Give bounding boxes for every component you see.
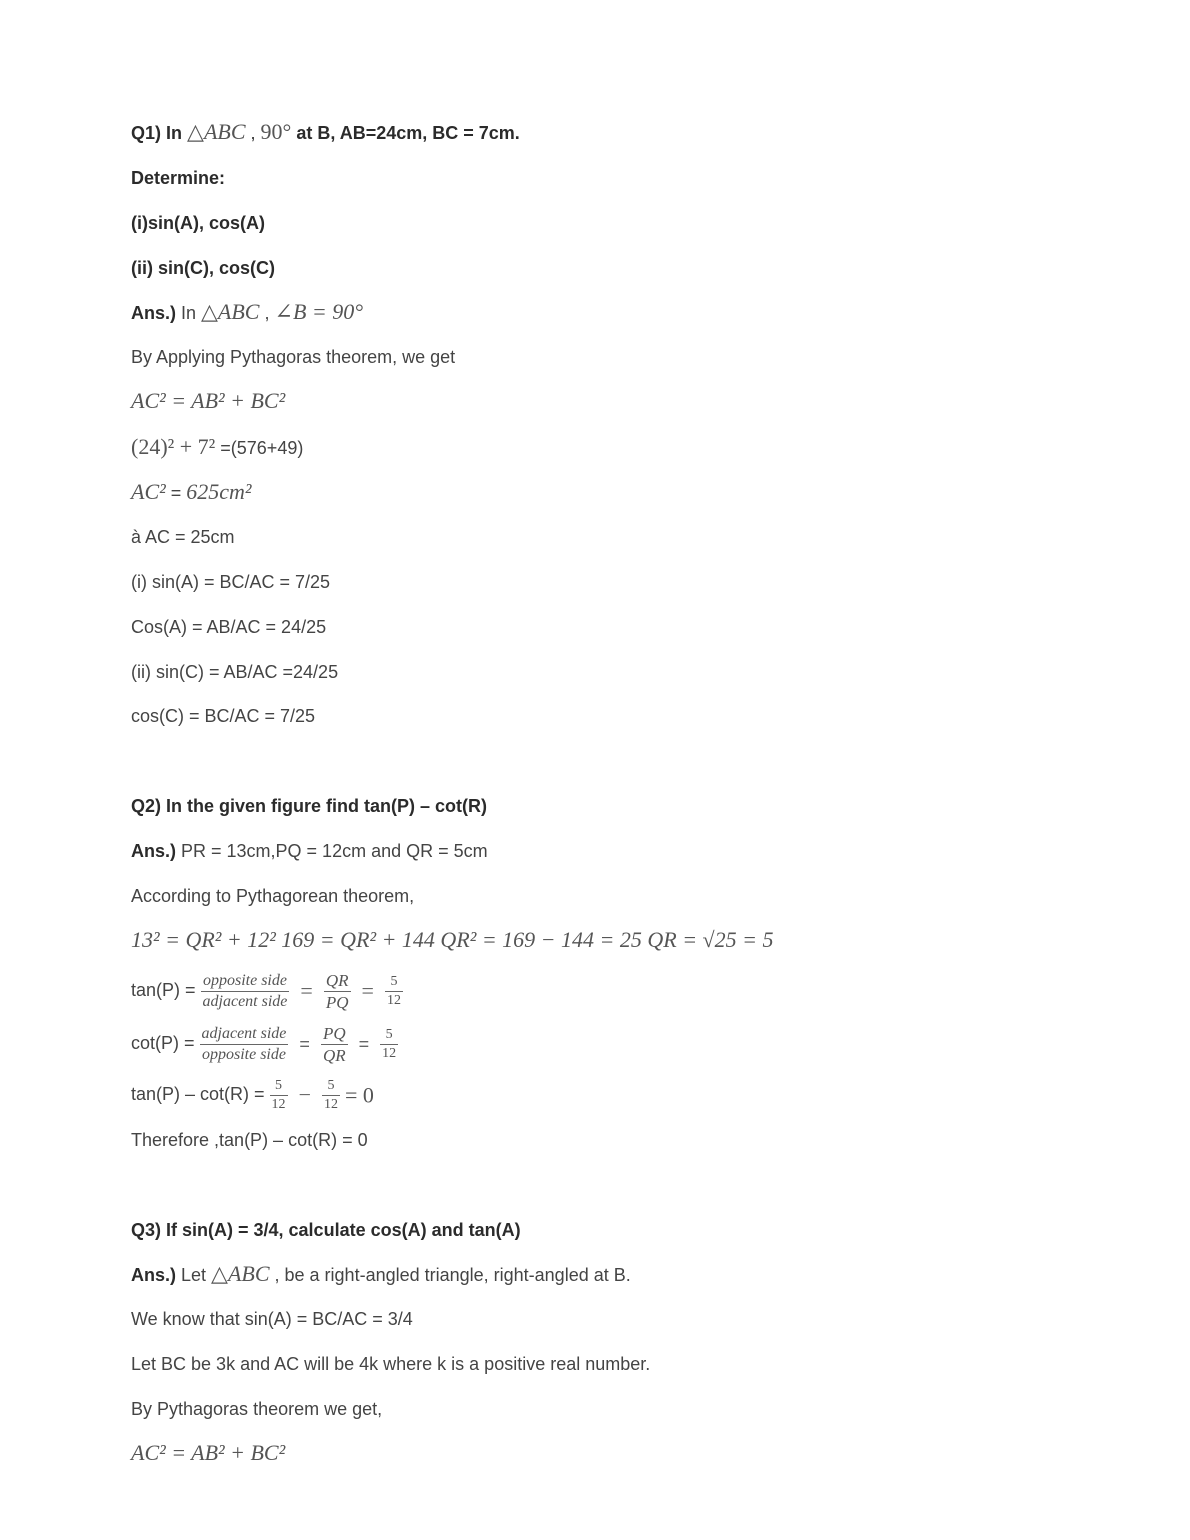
q2-cot-fraction-symbols <box>321 1025 348 1064</box>
fraction-denominator: 12 <box>382 1045 397 1061</box>
q1-result-ac: à AC = 25cm <box>131 527 235 547</box>
q1-eq3-left: AC² <box>131 479 166 504</box>
q2-answer-intro <box>131 833 488 869</box>
q3-ans-text-pre: Let <box>176 1265 212 1285</box>
q1-eq2-text: =(576+49) <box>215 438 304 458</box>
q1-ans-label: Ans.) <box>131 303 176 323</box>
q3-question: Q3) If sin(A) = 3/4, calculate cos(A) and tan(A) <box>131 1220 521 1240</box>
q2-cot-label: cot(P) = <box>131 1033 200 1053</box>
q2-cot-line: cot(P) = $\frac{\text{adjacent side}}{\text{opposite side}}$ = $\frac{PQ}{QR}$ = $\frac{5}{12}$ <box>131 1023 397 1065</box>
q3-let-bc: Let BC be 3k and AC will be 4k where k is a positive real number. <box>131 1354 651 1374</box>
q2-tan-fraction-words <box>201 973 290 1010</box>
q1-question-rest: at B, AB=24cm, BC = 7cm. <box>291 123 520 143</box>
q1-ans-triangle: △ABC <box>201 299 260 324</box>
q2-tan-line: tan(P) = $\frac{\text{opposite side}}{\text{adjacent side}}$ = $\frac{QR}{PQ}$ = $\frac{5}{12}$ <box>131 970 401 1012</box>
fraction-denominator: 12 <box>324 1096 338 1112</box>
q2-diff-result: = 0 <box>345 1082 374 1108</box>
q2-cot-fraction-value <box>380 1028 398 1061</box>
q1-equation-3 <box>131 474 251 510</box>
q2-question: Q2) In the given figure find tan(P) – cot(R) <box>131 796 488 816</box>
q2-equation-chain: 13² = QR² + 12² 169 = QR² + 144 QR² = 169 − 144 = 25 QR = √25 = 5 <box>131 927 774 952</box>
q1-ans-angle: ∠B = 90° <box>274 299 364 324</box>
q3-answer-intro <box>131 1256 631 1292</box>
q2-conclusion: Therefore ,tan(P) – cot(R) = 0 <box>131 1130 368 1150</box>
fraction-denominator: 12 <box>386 992 401 1008</box>
q2-tan-fraction-value <box>385 975 403 1008</box>
q1-cos-a: Cos(A) = AB/AC = 24/25 <box>131 617 327 637</box>
q1-eq3-right: 625cm² <box>186 479 252 504</box>
q1-question-prefix: Q1) In <box>131 123 183 143</box>
fraction-numerator: PQ <box>322 1023 346 1043</box>
fraction-numerator: opposite side <box>201 973 290 992</box>
q1-angle: 90° <box>260 119 292 144</box>
q2-difference-line: tan(P) – cot(R) = $\frac{5}{12}$ − $\frac{5}{12}$ = 0 <box>131 1077 374 1112</box>
q3-ans-text-post: , be a right-angled triangle, right-angled at B. <box>269 1265 631 1285</box>
q1-equation-1: AC² = AB² + BC² <box>131 388 286 413</box>
fraction-numerator: 5 <box>322 1079 340 1096</box>
fraction-denominator: QR <box>322 1045 346 1065</box>
q1-part-i: (i)sin(A), cos(A) <box>131 213 265 233</box>
fraction-numerator: 5 <box>380 1028 398 1045</box>
fraction-numerator: adjacent side <box>200 1026 289 1045</box>
q1-triangle: △ABC <box>187 119 246 144</box>
fraction-numerator: 5 <box>385 975 403 992</box>
q2-pythagoras-intro: According to Pythagorean theorem, <box>131 886 415 906</box>
q2-cot-fraction-words <box>200 1026 289 1063</box>
q2-tan-label: tan(P) = <box>131 980 201 1000</box>
q1-ans-text: In <box>176 303 202 323</box>
fraction-numerator: QR <box>325 970 349 990</box>
q1-pythagoras-intro: By Applying Pythagoras theorem, we get <box>131 347 456 367</box>
q1-equation-2 <box>131 429 303 465</box>
q2-diff-fraction-2 <box>322 1079 340 1112</box>
q2-ans-label: Ans.) <box>131 841 176 861</box>
q1-cos-c: cos(C) = BC/AC = 7/25 <box>131 706 316 726</box>
q1-determine: Determine: <box>131 168 226 188</box>
fraction-denominator: PQ <box>325 992 349 1012</box>
q3-ans-triangle: △ABC <box>211 1261 270 1286</box>
fraction-denominator: 12 <box>271 1096 286 1112</box>
q1-eq3-equals: = <box>165 483 187 503</box>
q1-question: Q1) In △ABC , 90° at B, AB=24cm, BC = 7cm. <box>131 119 520 144</box>
q1-answer-intro: Ans.) In △ABC , ∠B = 90° <box>131 299 364 324</box>
q1-sin-c: (ii) sin(C) = AB/AC =24/25 <box>131 662 339 682</box>
q2-tan-fraction-symbols <box>324 972 351 1011</box>
q2-diff-fraction-1 <box>270 1079 288 1112</box>
q3-ans-label: Ans.) <box>131 1265 176 1285</box>
fraction-denominator: opposite side <box>201 1045 286 1063</box>
fraction-denominator: adjacent side <box>202 992 288 1010</box>
q2-diff-label: tan(P) – cot(R) = <box>131 1084 270 1104</box>
fraction-numerator: 5 <box>270 1079 288 1096</box>
q2-ans-text: PR = 13cm,PQ = 12cm and QR = 5cm <box>176 841 488 861</box>
q1-eq2-math: (24)² + 7² <box>131 434 216 459</box>
q1-part-ii: (ii) sin(C), cos(C) <box>131 258 275 278</box>
q3-known: We know that sin(A) = BC/AC = 3/4 <box>131 1309 413 1329</box>
q1-sin-a: (i) sin(A) = BC/AC = 7/25 <box>131 572 331 592</box>
q3-equation-1: AC² = AB² + BC² <box>131 1440 286 1465</box>
q3-pythagoras-intro: By Pythagoras theorem we get, <box>131 1399 383 1419</box>
